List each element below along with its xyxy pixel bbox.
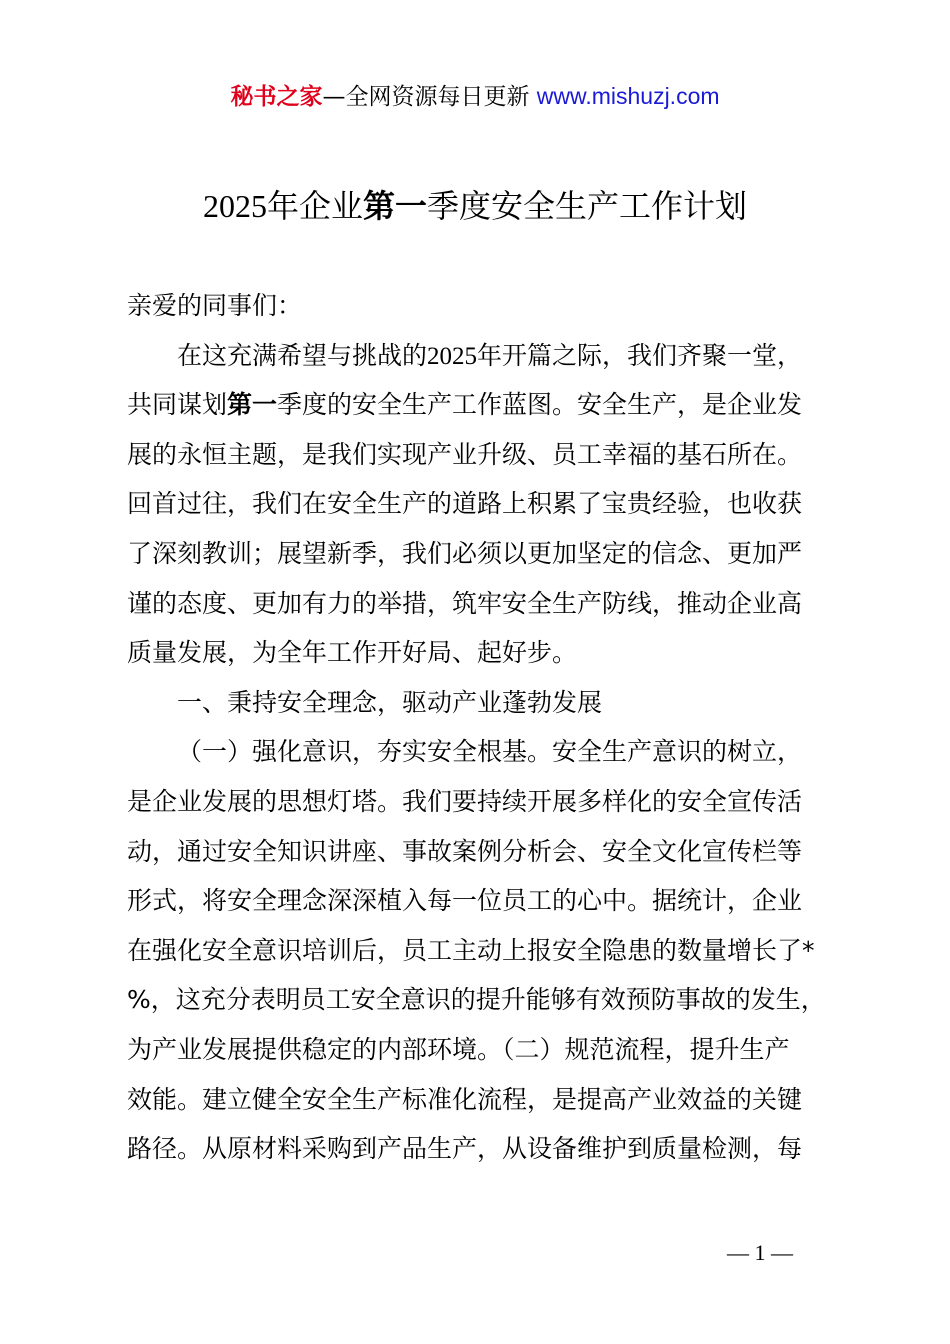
- paragraph-2-line-1: （一）强化意识，夯实安全根基。安全生产意识的树立，: [177, 737, 803, 767]
- title-part-1: 年企业: [266, 187, 363, 225]
- site-url-link[interactable]: www.mishuzj.com: [536, 83, 720, 109]
- paragraph-2-line-7: 为产业发展提供稳定的内部环境。（二）规范流程，提升生产: [127, 1034, 790, 1064]
- paragraph-2-line-3: 动，通过安全知识讲座、事故案例分析会、安全文化宣传栏等: [127, 836, 803, 866]
- site-banner: [0, 80, 950, 113]
- paragraph-1-line-6: 谨的态度、更加有力的举措，筑牢安全生产防线，推动企业高: [127, 588, 803, 618]
- paragraph-1-line-2: [127, 380, 837, 430]
- title-bold-text: 第一: [362, 187, 427, 225]
- page-number: — 1 —: [727, 1240, 793, 1265]
- title-part-2: 季度安全生产工作计划: [427, 187, 748, 225]
- greeting-line: 亲爱的同事们：: [127, 291, 303, 320]
- paragraph-2-line-5: 在强化安全意识培训后，员工主动上报安全隐患的数量增长了*: [127, 935, 815, 965]
- paragraph-2-line-2: 是企业发展的思想灯塔。我们要持续开展多样化的安全宣传活: [127, 786, 803, 816]
- p1-l2-text-b: 季度的安全生产工作蓝图。安全生产，是企业发: [277, 390, 803, 420]
- paragraph-1-line-1: [127, 331, 837, 381]
- paragraph-2-line-8: 效能。建立健全安全生产标准化流程，是提高产业效益的关键: [127, 1084, 803, 1114]
- p1-l1-text-b: 年开篇之际，我们齐聚一堂，: [477, 340, 803, 370]
- document-body: [127, 281, 837, 1174]
- paragraph-2-line-4: 形式，将安全理念深深植入每一位员工的心中。据统计，企业: [127, 886, 803, 916]
- paragraph-1-line-5: 了深刻教训；展望新季，我们必须以更加坚定的信念、更加严: [127, 538, 803, 568]
- document-title: [0, 183, 950, 229]
- title-year: 2025: [202, 188, 267, 224]
- paragraph-2-line-6: %，这充分表明员工安全意识的提升能够有效预防事故的发生，: [127, 985, 826, 1015]
- paragraph-1-line-3: 展的永恒主题，是我们实现产业升级、员工幸福的基石所在。: [127, 439, 803, 469]
- section-heading-1: 一、秉持安全理念，驱动产业蓬勃发展: [177, 687, 603, 717]
- paragraph-1-line-7: 质量发展，为全年工作开好局、起好步。: [127, 638, 578, 668]
- p1-l1-year: 2025: [427, 342, 478, 370]
- paragraph-2-line-9: 路径。从原材料采购到产品生产，从设备维护到质量检测，每: [127, 1134, 803, 1164]
- paragraph-1-line-4: 回首过往，我们在安全生产的道路上积累了宝贵经验，也收获: [127, 489, 803, 519]
- p1-l2-bold-text: 第一: [227, 390, 278, 420]
- brand-name: 秘书之家: [230, 84, 323, 110]
- p1-l1-text-a: 在这充满希望与挑战的: [177, 340, 428, 370]
- banner-slogan: —全网资源每日更新: [322, 84, 530, 110]
- p1-l2-text-a: 共同谋划: [127, 390, 228, 420]
